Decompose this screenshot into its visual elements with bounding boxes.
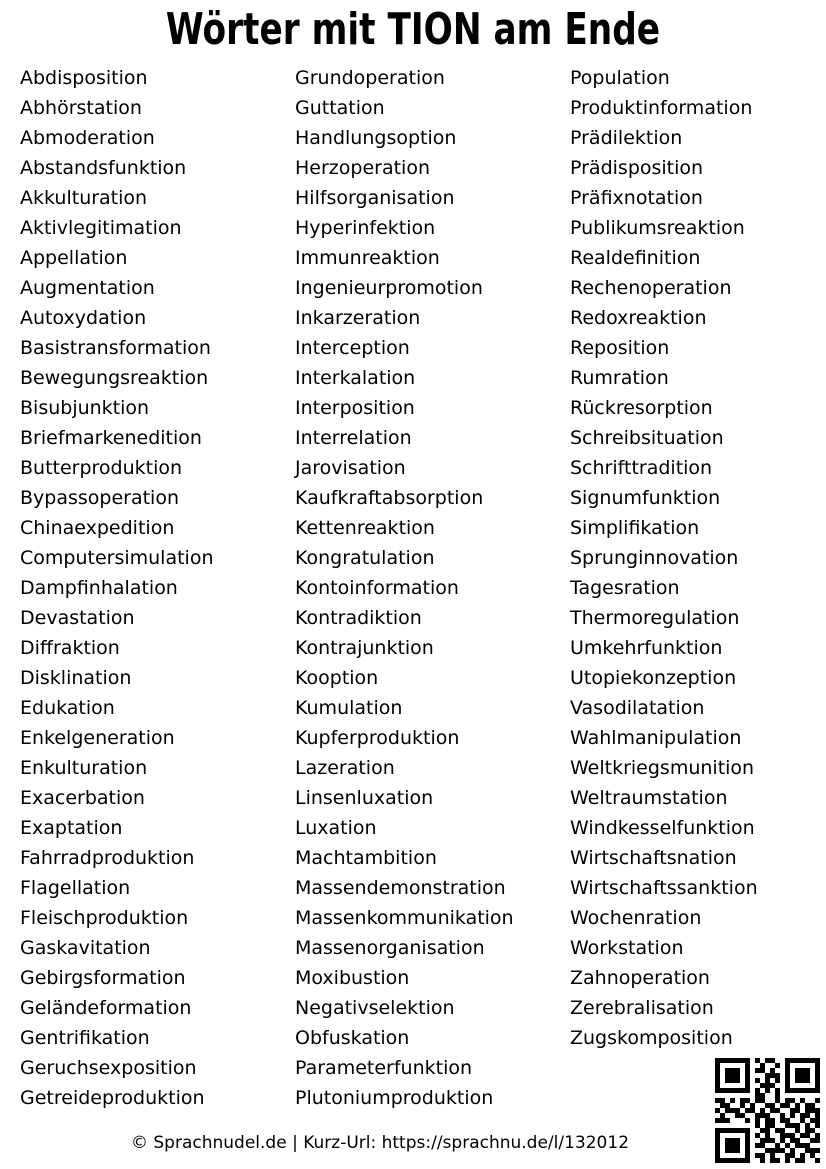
list-item: Zugskomposition: [570, 1027, 733, 1049]
list-item: Disklination: [20, 667, 132, 689]
list-item: Abstandsfunktion: [20, 157, 187, 179]
word-column-3: [570, 63, 826, 1053]
list-item: Population: [570, 67, 670, 89]
list-item: Massendemonstration: [295, 877, 506, 899]
list-item: Sprunginnovation: [570, 547, 739, 569]
list-item: Kontrajunktion: [295, 637, 434, 659]
list-item: Prädilektion: [570, 127, 683, 149]
list-item: Workstation: [570, 937, 684, 959]
list-item: Wochenration: [570, 907, 702, 929]
list-item: Kupferproduktion: [295, 727, 460, 749]
list-item: Signumfunktion: [570, 487, 721, 509]
list-item: Grundoperation: [295, 67, 445, 89]
list-item: Herzoperation: [295, 157, 430, 179]
list-item: Basistransformation: [20, 337, 211, 359]
list-item: Publikumsreaktion: [570, 217, 745, 239]
list-item: Getreideproduktion: [20, 1087, 205, 1109]
list-item: Moxibustion: [295, 967, 410, 989]
footer-credit: © Sprachnudel.de | Kurz-Url: https://sprachnu.de/l/132012: [130, 1133, 630, 1153]
list-item: Kooption: [295, 667, 379, 689]
list-item: Kettenreaktion: [295, 517, 435, 539]
list-item: Fahrradproduktion: [20, 847, 195, 869]
list-item: Handlungsoption: [295, 127, 457, 149]
qr-code: [715, 1058, 820, 1163]
list-item: Parameterfunktion: [295, 1057, 473, 1079]
list-item: Produktinformation: [570, 97, 753, 119]
list-item: Autoxydation: [20, 307, 147, 329]
list-item: Flagellation: [20, 877, 131, 899]
word-column-2: [295, 63, 567, 1113]
word-column-1: [20, 63, 292, 1113]
list-item: Abhörstation: [20, 97, 142, 119]
list-item: Negativselektion: [295, 997, 455, 1019]
list-item: Guttation: [295, 97, 385, 119]
list-item: Briefmarkenedition: [20, 427, 202, 449]
list-item: Enkulturation: [20, 757, 148, 779]
list-item: Interposition: [295, 397, 415, 419]
list-item: Realdefinition: [570, 247, 701, 269]
list-item: Weltkriegsmunition: [570, 757, 755, 779]
list-item: Kumulation: [295, 697, 403, 719]
list-item: Interrelation: [295, 427, 412, 449]
list-item: Präfixnotation: [570, 187, 703, 209]
list-item: Augmentation: [20, 277, 155, 299]
list-item: Computersimulation: [20, 547, 214, 569]
list-item: Exacerbation: [20, 787, 145, 809]
list-item: Gentrifikation: [20, 1027, 150, 1049]
list-item: Appellation: [20, 247, 128, 269]
list-item: Butterproduktion: [20, 457, 183, 479]
list-item: Jarovisation: [295, 457, 406, 479]
list-item: Diffraktion: [20, 637, 120, 659]
list-item: Massenkommunikation: [295, 907, 514, 929]
list-item: Gaskavitation: [20, 937, 151, 959]
list-item: Rückresorption: [570, 397, 713, 419]
list-item: Windkesselfunktion: [570, 817, 755, 839]
list-item: Akkulturation: [20, 187, 148, 209]
list-item: Hilfsorganisation: [295, 187, 455, 209]
list-item: Immunreaktion: [295, 247, 440, 269]
list-item: Geruchsexposition: [20, 1057, 197, 1079]
list-item: Vasodilatation: [570, 697, 705, 719]
list-item: Utopiekonzeption: [570, 667, 737, 689]
list-item: Kongratulation: [295, 547, 435, 569]
list-item: Ingenieurpromotion: [295, 277, 483, 299]
list-item: Bisubjunktion: [20, 397, 150, 419]
list-item: Interkalation: [295, 367, 416, 389]
list-item: Wirtschaftsnation: [570, 847, 737, 869]
list-item: Kontradiktion: [295, 607, 422, 629]
list-item: Thermoregulation: [570, 607, 740, 629]
list-item: Kaufkraftabsorption: [295, 487, 484, 509]
list-item: Simplifikation: [570, 517, 700, 539]
list-item: Interception: [295, 337, 410, 359]
list-item: Bewegungsreaktion: [20, 367, 209, 389]
list-item: Tagesration: [570, 577, 680, 599]
list-item: Lazeration: [295, 757, 395, 779]
list-item: Wirtschaftssanktion: [570, 877, 758, 899]
list-item: Rechenoperation: [570, 277, 732, 299]
list-item: Hyperinfektion: [295, 217, 436, 239]
list-item: Zerebralisation: [570, 997, 714, 1019]
list-item: Gebirgsformation: [20, 967, 186, 989]
list-item: Geländeformation: [20, 997, 192, 1019]
list-item: Luxation: [295, 817, 377, 839]
list-item: Devastation: [20, 607, 135, 629]
list-item: Exaptation: [20, 817, 123, 839]
list-item: Schreibsituation: [570, 427, 724, 449]
list-item: Massenorganisation: [295, 937, 485, 959]
list-item: Bypassoperation: [20, 487, 180, 509]
list-item: Redoxreaktion: [570, 307, 707, 329]
list-item: Abdisposition: [20, 67, 148, 89]
list-item: Prädisposition: [570, 157, 704, 179]
list-item: Machtambition: [295, 847, 437, 869]
list-item: Dampfinhalation: [20, 577, 178, 599]
page-title: Wörter mit TION am Ende: [165, 4, 661, 55]
list-item: Zahnoperation: [570, 967, 710, 989]
list-item: Weltraumstation: [570, 787, 728, 809]
list-item: Aktivlegitimation: [20, 217, 182, 239]
list-item: Rumration: [570, 367, 669, 389]
list-item: Fleischproduktion: [20, 907, 189, 929]
list-item: Schrifttradition: [570, 457, 713, 479]
list-item: Umkehrfunktion: [570, 637, 723, 659]
list-item: Wahlmanipulation: [570, 727, 742, 749]
list-item: Plutoniumproduktion: [295, 1087, 494, 1109]
list-item: Chinaexpedition: [20, 517, 175, 539]
list-item: Obfuskation: [295, 1027, 410, 1049]
list-item: Reposition: [570, 337, 670, 359]
list-item: Abmoderation: [20, 127, 155, 149]
list-item: Linsenluxation: [295, 787, 434, 809]
list-item: Inkarzeration: [295, 307, 421, 329]
list-item: Edukation: [20, 697, 115, 719]
list-item: Enkelgeneration: [20, 727, 175, 749]
list-item: Kontoinformation: [295, 577, 459, 599]
